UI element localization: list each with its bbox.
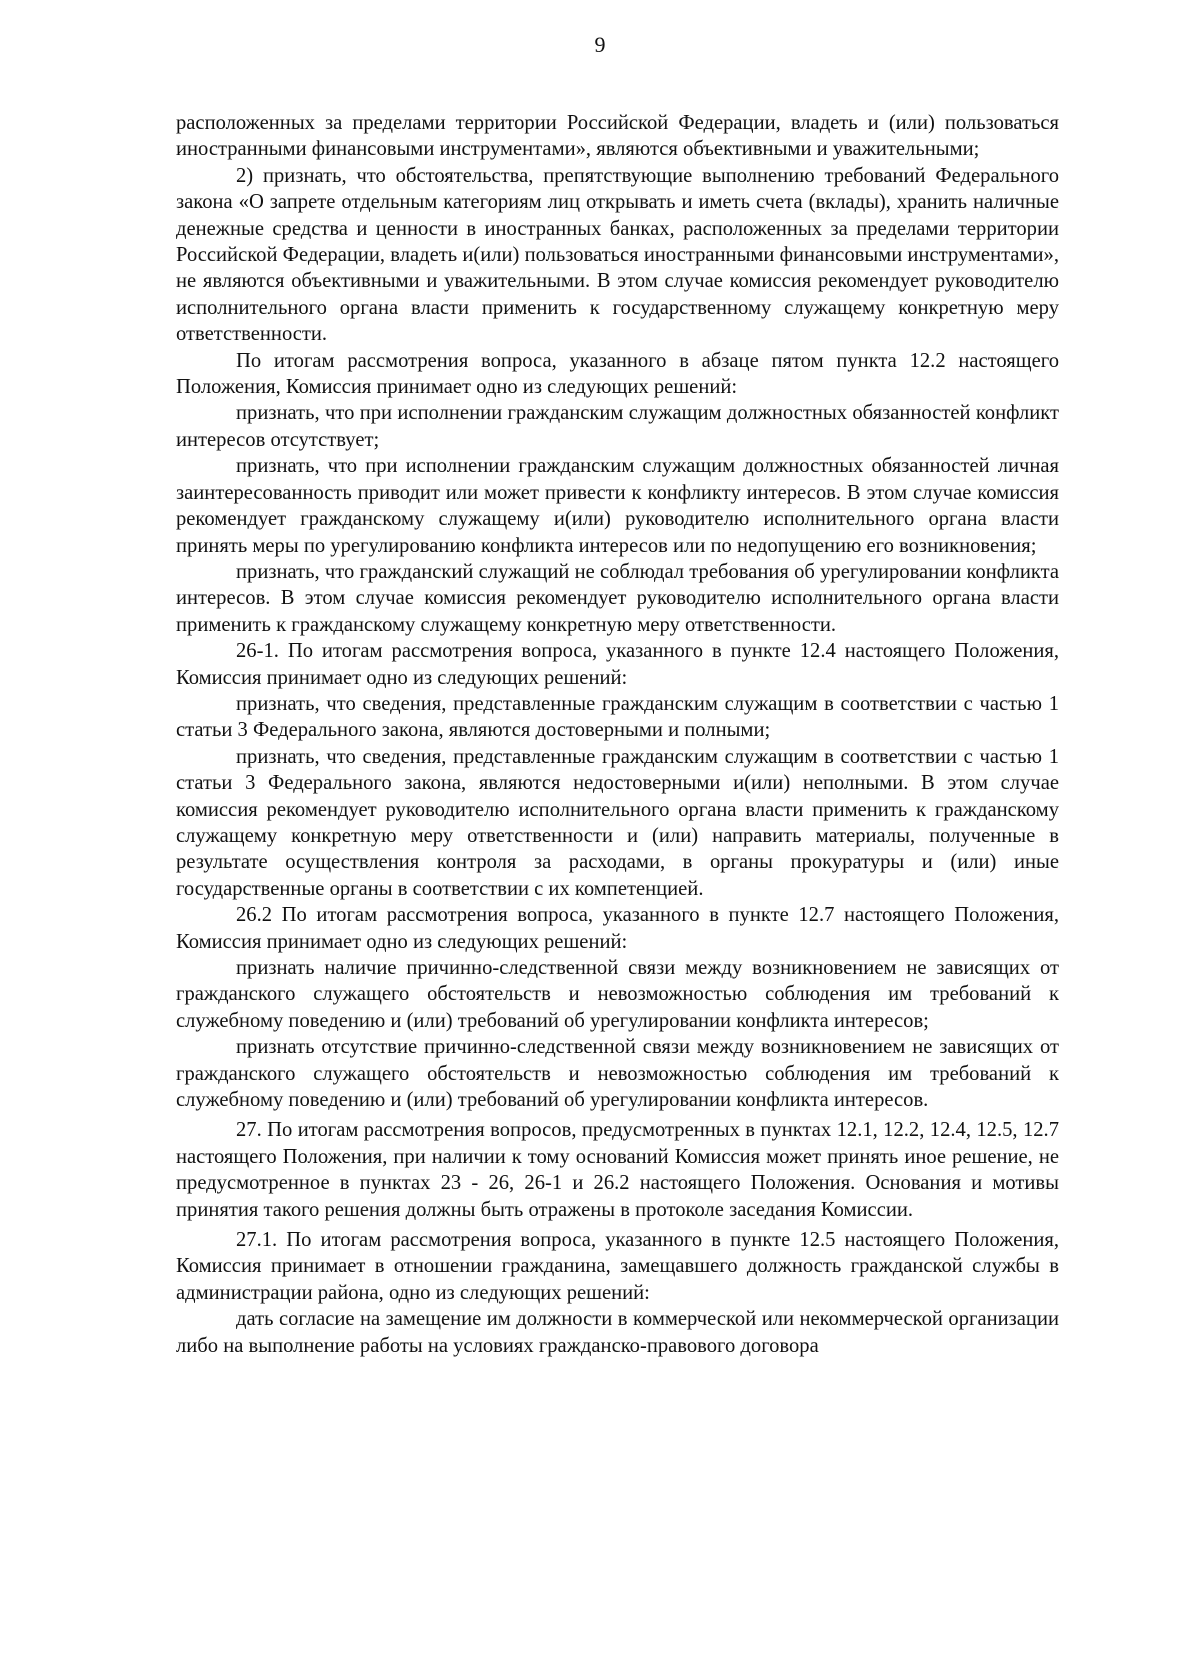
paragraph: признать, что при исполнении гражданским служащим должностных обязанностей конфликт интересов отсутствует; [176,402,1059,451]
paragraph: признать отсутствие причинно-следственной связи между возникновением не зависящих от гражданского служащего обстоятельств и невозможностью соблюдения им требований к служебному поведению и (или) требований об урегулировании конфликта интересов. [176,1036,1059,1112]
paragraph: признать, что сведения, представленные гражданским служащим в соответствии с частью 1 статьи 3 Федерального закона, являются недостоверными и(или) неполными. В этом случае комиссия рекомендует руководителю исполнительного органа власти применить к гражданскому служащему конкретную меру ответственности и (или) направить материалы, полученные в результате осуществления контроля за расходами, в органы прокуратуры и (или) иные государственные органы в соответствии с их компетенцией. [176,745,1059,900]
paragraph: дать согласие на замещение им должности в коммерческой или некоммерческой организации либо на выполнение работы на условиях гражданско-правового договора [176,1308,1059,1357]
paragraph: По итогам рассмотрения вопроса, указанного в абзаце пятом пункта 12.2 настоящего Положения, Комиссия принимает одно из следующих решений: [176,349,1059,399]
page-number: 9 [594,32,606,57]
paragraph: 27.1. По итогам рассмотрения вопроса, указанного в пункте 12.5 настоящего Положения, Комиссия принимает в отношении гражданина, замещавшего должность гражданской службы в администрации района, одно из следующих решений: [176,1229,1059,1304]
paragraph: признать, что гражданский служащий не соблюдал требования об урегулировании конфликта интересов. В этом случае комиссия рекомендует руководителю исполнительного органа власти применить к гражданскому служащему конкретную меру ответственности. [176,560,1059,636]
paragraph: 27. По итогам рассмотрения вопросов, предусмотренных в пунктах 12.1, 12.2, 12.4, 12.5, 12.7 настоящего Положения, при наличии к тому оснований Комиссия может принять иное решение, не предусмотренное в пунктах 23 - 26, 26-1 и 26.2 настоящего Положения. Основания и мотивы принятия такого решения должны быть отражены в протоколе заседания Комиссии. [176,1119,1059,1221]
paragraph: 26.2 По итогам рассмотрения вопроса, указанного в пункте 12.7 настоящего Положения, Комиссия принимает одно из следующих решений: [176,904,1059,953]
paragraph: признать, что при исполнении гражданским служащим должностных обязанностей личная заинтересованность приводит или может привести к конфликту интересов. В этом случае комиссия рекомендует гражданскому служащему и(или) руководителю исполнительного органа власти принять меры по урегулированию конфликта интересов или по недопущению его возникновения; [176,455,1059,557]
paragraph: расположенных за пределами территории Российской Федерации, владеть и (или) пользоваться иностранными финансовыми инструментами», являются объективными и уважительными; [176,112,1059,161]
paragraph: 26-1. По итогам рассмотрения вопроса, указанного в пункте 12.4 настоящего Положения, Комиссия принимает одно из следующих решений: [176,640,1059,689]
paragraph: 2) признать, что обстоятельства, препятствующие выполнению требований Федерального закона «О запрете отдельным категориям лиц открывать и иметь счета (вклады), хранить наличные денежные средства и ценности в иностранных банках, расположенных за пределами территории Российской Федерации, владеть и(или) пользоваться иностранными финансовыми инструментами», не являются объективными и уважительными. В этом случае комиссия рекомендует руководителю исполнительного органа власти применить к государственному служащему конкретную меру ответственности. [176,164,1059,346]
paragraph: признать, что сведения, представленные гражданским служащим в соответствии с частью 1 статьи 3 Федерального закона, являются достоверными и полными; [176,692,1059,742]
paragraph: признать наличие причинно-следственной связи между возникновением не зависящих от гражданского служащего обстоятельств и невозможностью соблюдения им требований к служебному поведению и (или) требований об урегулировании конфликта интересов; [176,957,1059,1032]
document-body [176,110,1059,1359]
